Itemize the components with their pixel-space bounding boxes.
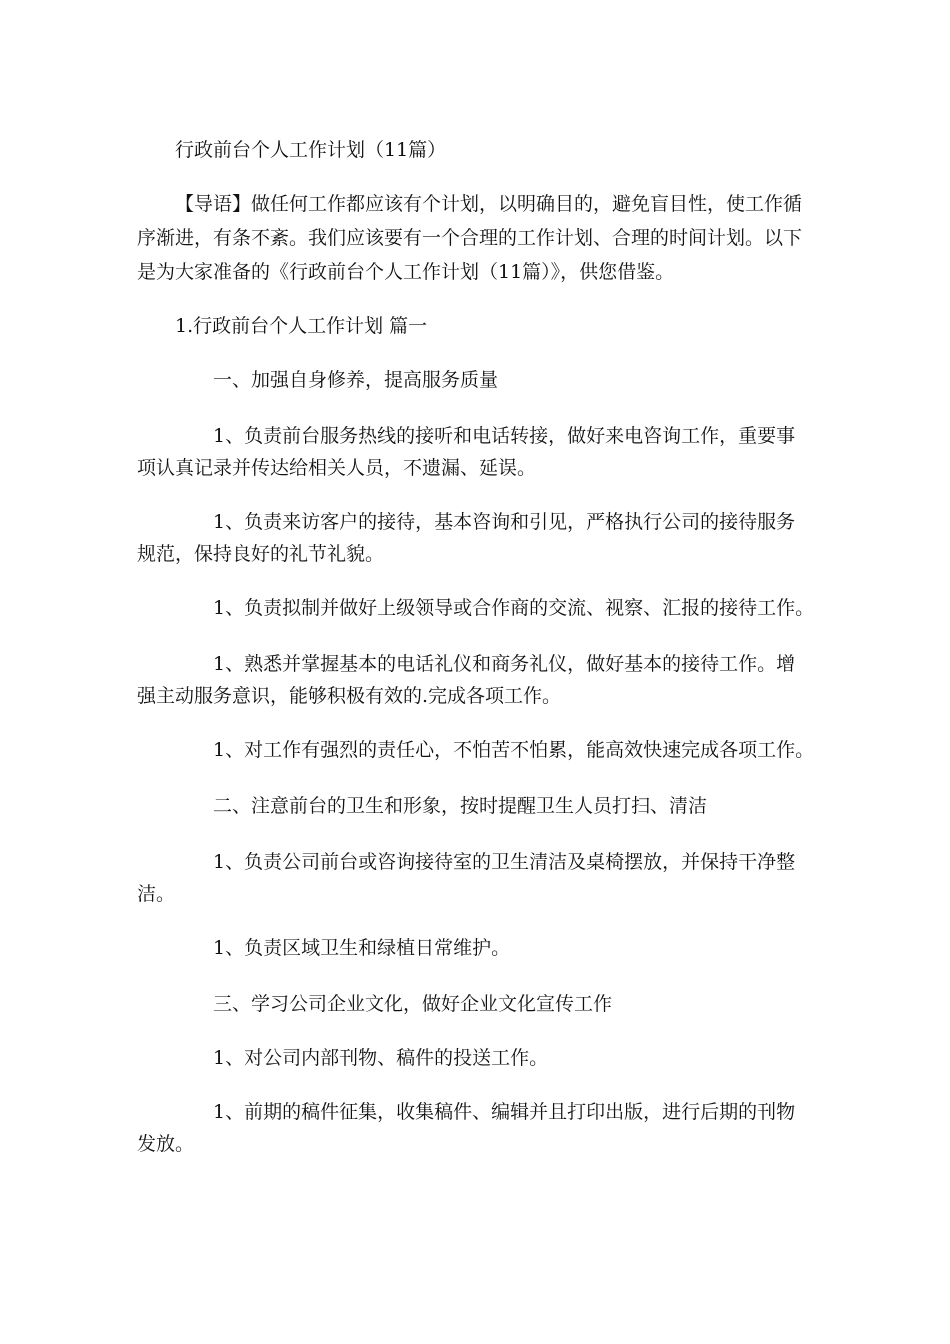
intro-line: 序渐进，有条不紊。我们应该要有一个合理的工作计划、合理的时间计划。以下 [137, 227, 803, 249]
subheading: 一、加强自身修养，提高服务质量 [213, 369, 499, 391]
paragraph-line: 1、对工作有强烈的责任心，不怕苦不怕累，能高效快速完成各项工作。 [213, 739, 815, 761]
section-heading: 1.行政前台个人工作计划 篇一 [175, 315, 428, 337]
subheading: 三、学习公司企业文化，做好企业文化宣传工作 [213, 993, 613, 1015]
paragraph-line: 1、负责前台服务热线的接听和电话转接，做好来电咨询工作，重要事 [213, 425, 796, 447]
paragraph-line: 1、负责区域卫生和绿植日常维护。 [213, 937, 511, 959]
paragraph-line: 规范，保持良好的礼节礼貌。 [137, 543, 385, 565]
paragraph-line: 强主动服务意识，能够积极有效的.完成各项工作。 [137, 685, 562, 707]
intro-line: 是为大家准备的《行政前台个人工作计划（11篇）》，供您借鉴。 [137, 261, 675, 283]
paragraph-line: 1、熟悉并掌握基本的电话礼仪和商务礼仪，做好基本的接待工作。增 [213, 653, 796, 675]
document-title: 行政前台个人工作计划（11篇） [175, 139, 447, 161]
paragraph-line: 1、负责来访客户的接待，基本咨询和引见，严格执行公司的接待服务 [213, 511, 796, 533]
paragraph-line: 1、负责拟制并做好上级领导或合作商的交流、视察、汇报的接待工作。 [213, 597, 815, 619]
subheading: 二、注意前台的卫生和形象，按时提醒卫生人员打扫、清洁 [213, 795, 708, 817]
paragraph-line: 1、对公司内部刊物、稿件的投送工作。 [213, 1047, 549, 1069]
paragraph-line: 1、负责公司前台或咨询接待室的卫生清洁及桌椅摆放，并保持干净整 [213, 851, 796, 873]
paragraph-line: 1、前期的稿件征集，收集稿件、编辑并且打印出版，进行后期的刊物 [213, 1101, 796, 1123]
paragraph-line: 洁。 [137, 883, 176, 905]
paragraph-line: 发放。 [137, 1133, 195, 1155]
paragraph-line: 项认真记录并传达给相关人员，不遗漏、延误。 [137, 457, 537, 479]
intro-line: 【导语】做任何工作都应该有个计划，以明确目的，避免盲目性，使工作循 [175, 193, 803, 215]
